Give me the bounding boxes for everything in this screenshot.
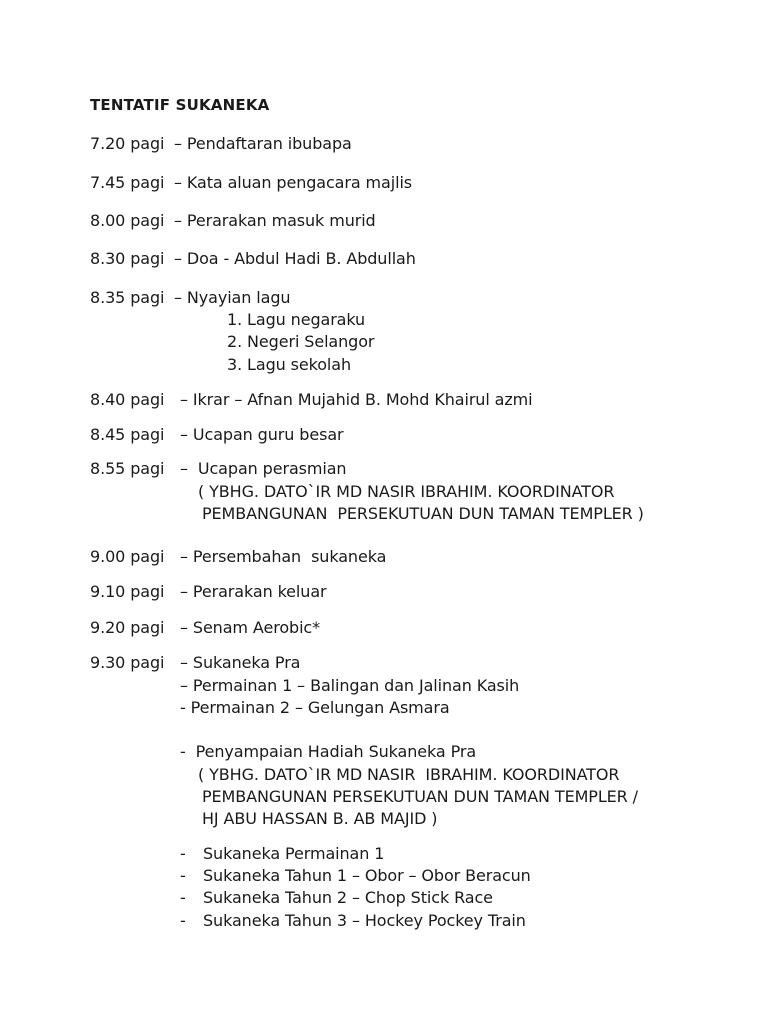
hadiah-note-line: HJ ABU HASSAN B. AB MAJID ) — [202, 809, 438, 828]
schedule-text: – Perarakan masuk murid — [174, 211, 376, 230]
schedule-time: 8.00 pagi — [90, 211, 165, 230]
schedule-text: – Ucapan perasmian — [180, 459, 347, 478]
schedule-time: 7.45 pagi — [90, 173, 165, 192]
schedule-time: 9.10 pagi — [90, 582, 165, 601]
schedule-time: 8.35 pagi — [90, 288, 165, 307]
event-dash: - — [180, 844, 186, 863]
event-dash: - — [180, 911, 186, 930]
schedule-text: – Perarakan keluar — [180, 582, 327, 601]
event-item: Sukaneka Tahun 3 – Hockey Pockey Train — [203, 911, 526, 930]
event-dash: - — [180, 866, 186, 885]
event-item: Sukaneka Tahun 2 – Chop Stick Race — [203, 888, 493, 907]
schedule-text: – Persembahan sukaneka — [180, 547, 387, 566]
event-dash: - — [180, 888, 186, 907]
schedule-text: – Doa - Abdul Hadi B. Abdullah — [174, 249, 416, 268]
schedule-text: – Pendaftaran ibubapa — [174, 134, 352, 153]
schedule-time: 7.20 pagi — [90, 134, 165, 153]
hadiah-item: - Penyampaian Hadiah Sukaneka Pra — [180, 742, 477, 761]
schedule-text: – Ikrar – Afnan Mujahid B. Mohd Khairul azmi — [180, 390, 533, 409]
song-item: 1. Lagu negaraku — [227, 310, 366, 329]
schedule-text: – Senam Aerobic* — [180, 618, 321, 637]
song-item: 2. Negeri Selangor — [227, 332, 375, 351]
schedule-time: 8.30 pagi — [90, 249, 165, 268]
schedule-text: – Sukaneka Pra — [180, 653, 301, 672]
schedule-time: 9.30 pagi — [90, 653, 165, 672]
schedule-time: 8.55 pagi — [90, 459, 165, 478]
pra-game-item: – Permainan 1 – Balingan dan Jalinan Kasih — [180, 676, 520, 695]
pra-game-item: - Permainan 2 – Gelungan Asmara — [180, 698, 450, 717]
schedule-time: 9.20 pagi — [90, 618, 165, 637]
event-item: Sukaneka Tahun 1 – Obor – Obor Beracun — [203, 866, 531, 885]
perasmian-note-line: PEMBANGUNAN PERSEKUTUAN DUN TAMAN TEMPLER ) — [202, 504, 644, 523]
song-item: 3. Lagu sekolah — [227, 355, 352, 374]
schedule-time: 8.45 pagi — [90, 425, 165, 444]
hadiah-note-line: PEMBANGUNAN PERSEKUTUAN DUN TAMAN TEMPLER / — [202, 787, 638, 806]
schedule-text: – Nyayian lagu — [174, 288, 291, 307]
perasmian-note-line: ( YBHG. DATO`IR MD NASIR IBRAHIM. KOORDINATOR — [198, 482, 615, 501]
schedule-time: 8.40 pagi — [90, 390, 165, 409]
document-title: TENTATIF SUKANEKA — [90, 96, 270, 114]
schedule-text: – Kata aluan pengacara majlis — [174, 173, 413, 192]
hadiah-note-line: ( YBHG. DATO`IR MD NASIR IBRAHIM. KOORDINATOR — [198, 765, 620, 784]
schedule-time: 9.00 pagi — [90, 547, 165, 566]
schedule-text: – Ucapan guru besar — [180, 425, 344, 444]
event-item: Sukaneka Permainan 1 — [203, 844, 385, 863]
